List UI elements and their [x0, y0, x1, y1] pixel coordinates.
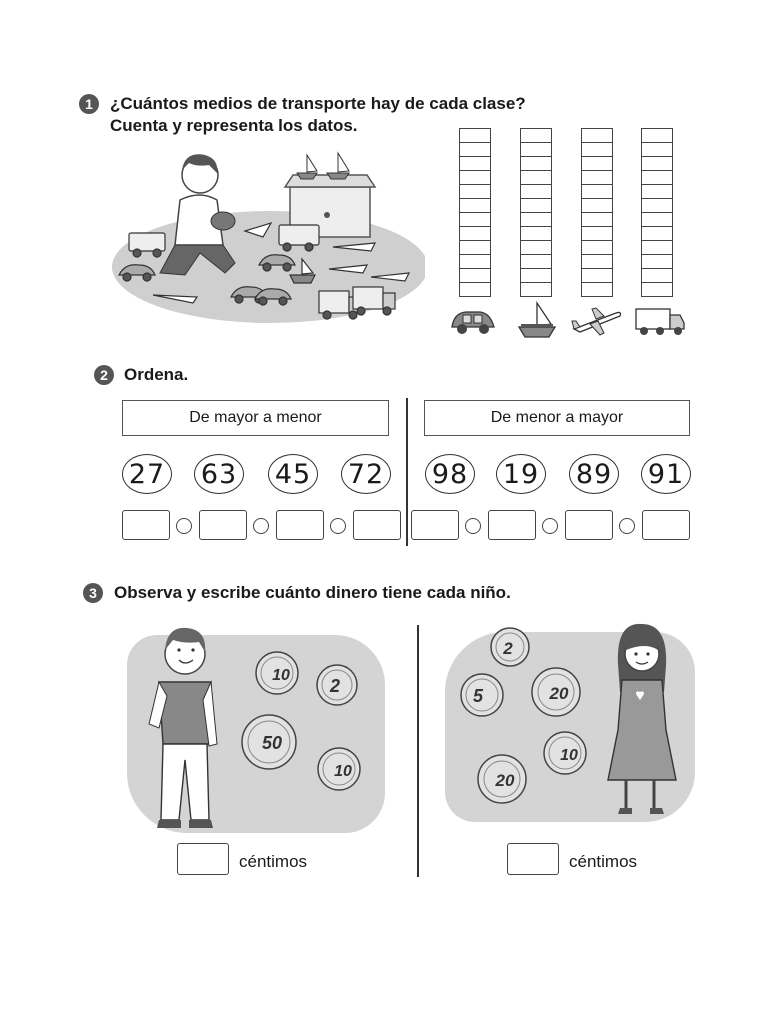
order-answer-box[interactable] — [411, 510, 459, 540]
comparison-circle[interactable] — [465, 518, 481, 534]
order-answer-box[interactable] — [642, 510, 690, 540]
graph-column-airplane[interactable] — [581, 128, 613, 297]
comparison-circle[interactable] — [176, 518, 192, 534]
order-answer-box[interactable] — [565, 510, 613, 540]
question-number-badge: 2 — [94, 365, 114, 385]
comparison-circle[interactable] — [253, 518, 269, 534]
coin-value: 50 — [261, 733, 283, 753]
order-answer-box[interactable] — [276, 510, 324, 540]
question-1-line2: Cuenta y representa los datos. — [110, 116, 358, 135]
coin — [458, 672, 506, 718]
airplane-icon — [570, 305, 622, 339]
coin-value: 5 — [472, 686, 484, 706]
number-oval: 89 — [569, 454, 619, 494]
boy-playing-illustration — [105, 145, 425, 330]
coin-value: 10 — [560, 747, 578, 764]
coin — [240, 713, 298, 771]
coin — [316, 746, 362, 792]
boy-illustration — [145, 620, 225, 832]
coin — [530, 666, 582, 718]
coin-value: 20 — [495, 771, 515, 790]
coin — [489, 626, 531, 668]
question-1-line1: ¿Cuántos medios de transporte hay de cada clase? — [110, 94, 526, 113]
coin-value: 20 — [549, 684, 569, 703]
boy-unit-label: céntimos — [239, 852, 308, 871]
coin-value: 2 — [503, 639, 513, 658]
coin-value: 2 — [329, 676, 341, 696]
girl-money-answer-box[interactable] — [507, 843, 559, 875]
graph-column-boat[interactable] — [520, 128, 552, 297]
comparison-circle[interactable] — [330, 518, 346, 534]
order-answer-box[interactable] — [353, 510, 401, 540]
question-number-badge: 1 — [79, 94, 99, 114]
right-order-header: De menor a mayor — [424, 400, 690, 436]
question-3-text: Observa y escribe cuánto dinero tiene cada niño. — [114, 583, 511, 602]
number-oval: 27 — [122, 454, 172, 494]
number-oval: 63 — [194, 454, 244, 494]
car-icon — [450, 305, 496, 337]
graph-column-truck[interactable] — [641, 128, 673, 297]
number-oval: 98 — [425, 454, 475, 494]
order-answer-box[interactable] — [199, 510, 247, 540]
question-number-badge: 3 — [83, 583, 103, 603]
divider-line — [417, 625, 419, 877]
number-oval: 19 — [496, 454, 546, 494]
boy-money-answer-box[interactable] — [177, 843, 229, 875]
number-oval: 72 — [341, 454, 391, 494]
number-oval: 45 — [268, 454, 318, 494]
coin — [542, 730, 588, 776]
coin — [315, 663, 359, 707]
order-answer-box[interactable] — [488, 510, 536, 540]
order-answer-box[interactable] — [122, 510, 170, 540]
comparison-circle[interactable] — [619, 518, 635, 534]
coin-value: 10 — [272, 667, 290, 684]
comparison-circle[interactable] — [542, 518, 558, 534]
question-2-text: Ordena. — [124, 365, 189, 384]
girl-illustration — [604, 620, 678, 820]
boat-icon — [515, 300, 559, 340]
truck-icon — [634, 305, 686, 339]
coin-value: 10 — [334, 763, 352, 780]
number-oval: 91 — [641, 454, 691, 494]
coin — [476, 753, 528, 805]
girl-unit-label: céntimos — [569, 852, 638, 871]
left-order-header: De mayor a menor — [122, 400, 389, 436]
coin — [254, 650, 300, 696]
divider-line — [406, 398, 408, 546]
graph-column-car[interactable] — [459, 128, 491, 297]
